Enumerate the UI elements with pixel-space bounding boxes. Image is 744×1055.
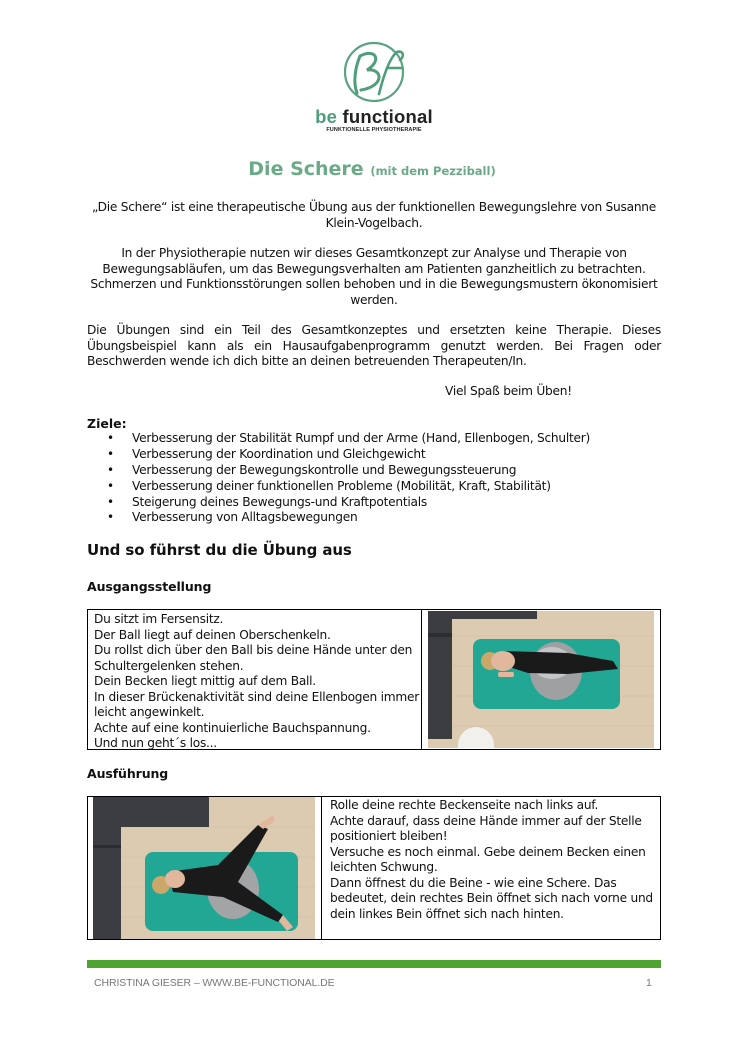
intro-paragraph-3: Die Übungen sind ein Teil des Gesamtkonzeptes und ersetzten keine Therapie. Dieses Übungsbeispiel kann als ein Hausaufgabenprogramm genutzt werden. Bei Fragen oder Beschwerden wende ich dich bitte an deinen betreuenden Therapeuten/In. xyxy=(87,323,661,368)
instruction-line: Achte darauf, dass deine Hände immer auf der Stelle positioniert bleiben! xyxy=(330,813,642,843)
table-divider xyxy=(421,610,422,749)
instructions-heading: Und so führst du die Übung aus xyxy=(87,541,352,559)
start-position-photo xyxy=(428,611,654,748)
page-title xyxy=(0,158,744,180)
start-position-text xyxy=(94,612,420,752)
instruction-line: In dieser Brückenaktivität sind deine Ellenbogen immer leicht angewinkelt. xyxy=(94,689,420,719)
instruction-line: Der Ball liegt auf deinen Oberschenkeln. xyxy=(94,627,331,642)
title-subtitle: (mit dem Pezziball) xyxy=(370,164,496,178)
execution-table xyxy=(87,796,661,940)
intro-paragraph-1: „Die Schere“ ist eine therapeutische Übung aus der funktionellen Bewegungslehre von Susanne Klein-Vogelbach. xyxy=(91,200,657,230)
instruction-line: Du sitzt im Fersensitz. xyxy=(94,612,224,626)
page-number: 1 xyxy=(646,977,652,989)
instruction-line: Dann öffnest du die Beine - wie eine Schere. Das bedeutet, dein rechtes Bein öffnet sich nach vorne und dein linkes Bein öffnet sich nach hinten. xyxy=(330,875,653,921)
brand-tagline: FUNKTIONELLE PHYSIOTHERAPIE xyxy=(326,127,422,133)
exercise-photo-image xyxy=(428,611,654,748)
goal-item: • Verbesserung von Alltagsbewegungen xyxy=(87,510,590,526)
exercise-photo-image xyxy=(93,797,315,939)
closing-text: Viel Spaß beim Üben! xyxy=(445,384,572,398)
start-position-heading: Ausgangsstellung xyxy=(87,579,212,594)
start-position-table xyxy=(87,609,661,750)
bf-monogram-icon xyxy=(305,38,443,108)
goals-heading: Ziele: xyxy=(87,416,127,431)
title-main: Die Schere xyxy=(248,158,364,180)
goal-item: • Verbesserung der Bewegungskontrolle und Bewegungssteuerung xyxy=(87,463,590,479)
goal-item: • Verbesserung deiner funktionellen Probleme (Mobilität, Kraft, Stabilität) xyxy=(87,479,590,495)
logo xyxy=(305,38,443,138)
instruction-line: Du rollst dich über den Ball bis deine Hände unter den Schultergelenken stehen. xyxy=(94,643,413,673)
instruction-line: Achte auf eine kontinuierliche Bauchspannung. xyxy=(94,720,371,735)
goal-item: • Verbesserung der Koordination und Gleichgewicht xyxy=(87,447,590,463)
execution-photo xyxy=(93,797,315,939)
footer-bar xyxy=(87,960,661,968)
goal-item: • Steigerung deines Bewegungs-und Kraftpotentials xyxy=(87,495,590,511)
execution-text xyxy=(330,798,656,922)
brand-name: be functional xyxy=(315,106,433,127)
footer-text: CHRISTINA GIESER – WWW.BE-FUNCTIONAL.DE xyxy=(94,977,335,989)
goal-item: • Verbesserung der Stabilität Rumpf und der Arme (Hand, Ellenbogen, Schulter) xyxy=(87,431,590,447)
execution-heading: Ausführung xyxy=(87,766,169,781)
instruction-line: Rolle deine rechte Beckenseite nach links auf. xyxy=(330,798,599,812)
instruction-line: Und nun geht´s los... xyxy=(94,736,217,750)
instruction-line: Versuche es noch einmal. Gebe deinem Becken einen leichten Schwung. xyxy=(330,844,646,874)
intro-paragraph-2: In der Physiotherapie nutzen wir dieses Gesamtkonzept zur Analyse und Therapie von Bewegungsabläufen, um das Bewegungsverhalten am Patienten ganzheitlich zu betrachten. Schmerzen und Funktionsstörungen sollen behoben und in die Bewegungsmustern ökonomisiert werden. xyxy=(90,246,658,307)
goals-list xyxy=(87,431,590,526)
instruction-line: Dein Becken liegt mittig auf dem Ball. xyxy=(94,674,316,688)
table-divider xyxy=(321,797,322,939)
